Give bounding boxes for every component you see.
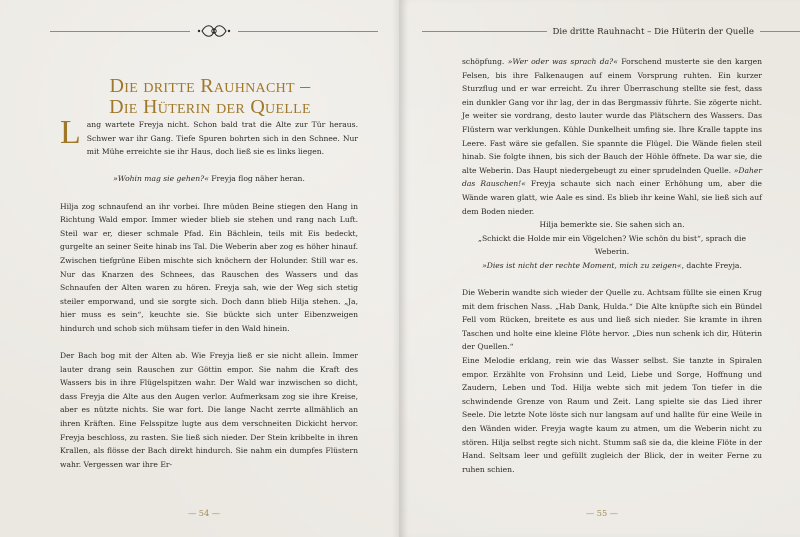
paragraph-opening xyxy=(60,114,358,159)
drop-cap: L xyxy=(60,114,81,151)
running-head: Die dritte Rauhnacht – Die Hüterin der Quelle xyxy=(547,27,760,37)
paragraph-opening-text: ang wartete Freyja nicht. Schon bald trat die Alte zur Tür heraus. Schwer war ihr Gang. Tiefe Spuren bohrten sich in den Schnee. Nur mit Mühe erreichte sie ihr Haus, doch ließ sie es links liegen. xyxy=(86,120,358,157)
header-rule-right xyxy=(238,31,378,32)
right-page xyxy=(400,0,800,537)
paragraph-thought xyxy=(60,172,358,186)
paragraph-speech: „Schickt die Holde mir ein Vögelchen? Wie schön du bist“, sprach die Weberin. xyxy=(478,233,746,257)
right-text-block xyxy=(462,55,762,476)
paragraph-weberin: Die Weberin wandte sich wieder der Quelle zu. Achtsam füllte sie einen Krug mit dem frischen Nass. „Hab Dank, Hulda.“ Die Alte knüpfte sich ein Bündel Fell vom Rücken, breitete es aus und ließ sich nieder. Sie kramte in ihren Taschen und holte eine kleine Flöte hervor. „Dies nun schenk ich dir, Hüterin der Quellen.“ xyxy=(462,288,762,352)
thought2-rest: , dachte Freyja. xyxy=(681,260,742,270)
paragraph-melodie: Eine Melodie erklang, rein wie das Wasser selbst. Sie tanzte in Spiralen empor. Erzählte von Frohsinn und Leid, Liebe und Sorge, Hoffnung und Zaudern, Leben und Tod. Hilja webte sich mit jedem Ton tiefer in die schwindende Grenze von Raum und Zeit. Lang spielte sie das Lied ihrer Seele. Die letzte Note löste sich nur langsam auf und hallte für eine Weile in den Wänden wider. Freyja wagte kaum zu atmen, um die Weberin nicht zu stören. Hilja selbst regte sich nicht. Stumm saß sie da, die kleine Flöte in der Hand. Seltsam leer und gefüllt zugleich der Blick, der in weiter Ferne zu ruhen schien. xyxy=(462,356,762,474)
chapter-title-line2: Die Hüterin der Quelle xyxy=(109,96,311,118)
paragraph-thought-2 xyxy=(462,259,762,273)
chapter-title-line1: Die dritte Rauhnacht – xyxy=(109,75,311,97)
page-number-right: — 55 — xyxy=(586,508,618,518)
paragraph-noticed: Hilja bemerkte sie. Sie sahen sich an. xyxy=(539,220,685,230)
header-rule-left xyxy=(50,31,190,32)
continued-rest-2: Freyja schaute sich nach einer Erhöhung um, aber die Wände waren glatt, wie Aale es sind. Es blieb ihr keine Wahl, sie ließ sich auf dem Boden nieder. xyxy=(462,179,762,216)
thought-rest: Freyja flog näher heran. xyxy=(208,174,305,184)
chapter-title xyxy=(60,76,360,118)
thought-italic: »Wohin mag sie gehen?« xyxy=(113,174,209,184)
continued-rest: Forschend musterte sie den kargen Felsen, bis ihre Falkenaugen auf einem Vorsprung ruhten. Ein kurzer Sturzflug und er war erreicht. Zu ihrer Überraschung stellte sie fest, dass ein dunkler Gang vor ihr lag, der in das Bergmassiv führte. Sie zögerte nicht. Je weiter sie vordrang, desto lauter wurde das Plätschern des Wassers. Das Flüstern war verklungen. Kühle Dunkelheit umfing sie. Ihre Kralle tappte ins Leere. Fast wäre sie gefallen. Sie spannte die Flügel. Die Wände fielen steil hinab. Sie folgte ihnen, bis sich der Bauch der Höhle öffnete. Da war sie, die alte Weberin. Das Haupt niedergebeugt zu einer sprudelnden Quelle. xyxy=(462,57,762,175)
paragraph-continued xyxy=(462,55,762,218)
left-text-block xyxy=(60,114,358,471)
page-number-left: — 54 — xyxy=(188,508,220,518)
paragraph-hilja: Hilja zog schnaufend an ihr vorbei. Ihre müden Beine stiegen den Hang in Richtung Wald empor. Immer wieder blieb sie stehen und rang nach Luft. Steil war er, dieser schmale Pfad. Ein Bächlein, teils mit Eis bedeckt, gurgelte an seiner Seite hinab ins Tal. Die Weberin aber zog es höher hinauf. Zwischen tiefgrüne Eiben mischte sich knöchern der Holunder. Still war es. Nur das Knarzen des Schnees, das Rauschen des Wassers und das Schnaufen der Alten waren zu hören. Freyja sah, wie der Weg sich stetig steiler emporwand, und sie sorgte sich. Doch dann blieb Hilja stehen. „Ja, hier muss es sein“, keuchte sie. Sie bückte sich unter Eibenzweigen hindurch und schob sich mühsam tiefer in den Wald hinein. xyxy=(60,201,358,333)
continued-start: schöpfung. xyxy=(462,57,508,66)
paragraph-bach: Der Bach bog mit der Alten ab. Wie Freyja ließ er sie nicht allein. Immer lauter drang sein Rauschen zur Göttin empor. Sie nahm die Kraft des Wassers bis in ihre Flügelspitzen wahr. Der Wald war inzwischen so dicht, dass Freyja die Alte aus den Augen verlor. Aufmerksam zog sie ihre Kreise, aber es nützte nichts. Sie war fort. Die lange Nacht zerrte allmählich an ihren Kräften. Eine Felsspitze lugte aus dem verschneiten Dickicht hervor. Freyja beschloss, zu rasten. Sie ließ sich nieder. Der Stein kribbelte in ihren Krallen, als flösse der Bach direkt hindurch. Sie nahm ein dumpfes Flüstern wahr. Vergessen war ihre Er- xyxy=(60,351,358,469)
continued-italic-2: »Daher das Rauschen!« xyxy=(462,165,762,189)
continued-italic: »Wer oder was sprach da?« xyxy=(507,57,618,66)
thought2-italic: »Dies ist nicht der rechte Moment, mich zu zeigen« xyxy=(482,260,682,270)
knot-ornament-icon xyxy=(194,22,234,40)
